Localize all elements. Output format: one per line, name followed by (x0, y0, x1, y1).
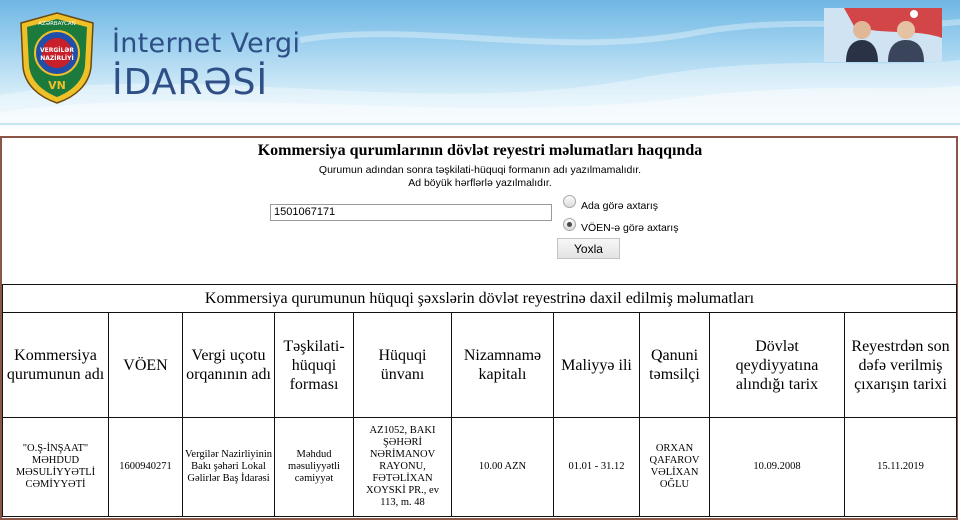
cell-legal-address: AZ1052, BAKI ŞƏHƏRİ NƏRİMANOV RAYONU, FƏTƏLİXAN XOYSKİ PR., ev 113, m. 48 (354, 418, 452, 517)
column-header-legal-representative: Qanuni təmsilçi (640, 313, 710, 418)
radio-search-by-name[interactable] (563, 195, 576, 208)
cell-company-name: "O.Ş-İNŞAAT" MƏHDUD MƏSULİYYƏTLİ CƏMİYYƏTİ (3, 418, 109, 517)
cell-registration-date: 10.09.2008 (710, 418, 845, 517)
emblem-text-abbr: VN (48, 79, 66, 92)
brand-title-line1: İnternet Vergi (112, 28, 301, 59)
column-header-charter-capital: Nizamnamə kapitalı (452, 313, 554, 418)
table-row (3, 418, 957, 517)
column-header-tax-office: Vergi uçotu orqanının adı (183, 313, 275, 418)
results-header-row (3, 313, 957, 418)
column-header-legal-form: Təşkilati-hüquqi forması (275, 313, 354, 418)
emblem-text-line2: NAZİRLİYİ (40, 55, 74, 62)
form-note-1: Qurumun adından sonra təşkilati-hüquqi formanın adı yazılmamalıdır. (318, 164, 642, 176)
results-table (2, 284, 957, 517)
results-caption: Kommersiya qurumunun hüquqi şəxslərin dövlət reyestrinə daxil edilmiş məlumatları (3, 285, 957, 313)
column-header-name: Kommersiya qurumunun adı (3, 313, 109, 418)
radio-search-by-voen-label[interactable]: VÖEN-ə görə axtarış (581, 222, 679, 234)
cell-legal-representative: ORXAN QAFAROV VƏLİXAN OĞLU (640, 418, 710, 517)
cell-last-extract-date: 15.11.2019 (845, 418, 957, 517)
cell-legal-form: Məhdud məsuliyyətli cəmiyyət (275, 418, 354, 517)
search-input[interactable]: 1501067171 (270, 204, 552, 221)
header-banner (0, 0, 960, 129)
form-title: Kommersiya qurumlarının dövlət reyestri məlumatları haqqında (257, 142, 703, 159)
radio-search-by-voen[interactable] (563, 218, 576, 231)
cell-voen: 1600940271 (109, 418, 183, 517)
emblem-text-line1: VERGİLƏR (39, 47, 75, 54)
leaders-photo (824, 8, 942, 62)
cell-charter-capital: 10.00 AZN (452, 418, 554, 517)
main-panel (0, 136, 958, 520)
emblem-text-country: AZƏRBAYCAN (38, 21, 76, 27)
check-button[interactable]: Yoxla (557, 238, 620, 259)
cell-financial-year: 01.01 - 31.12 (554, 418, 640, 517)
cell-tax-office: Vergilər Nazirliyinin Bakı şəhəri Lokal Gəlirlər Baş İdarəsi (183, 418, 275, 517)
brand-title-line2: İDARƏSİ (112, 62, 269, 103)
form-note-2: Ad böyük hərflərlə yazılmalıdır. (408, 177, 552, 189)
ministry-emblem-icon (17, 11, 97, 105)
column-header-voen: VÖEN (109, 313, 183, 418)
column-header-last-extract-date: Reyestrdən son dəfə verilmiş çıxarışın tarixi (845, 313, 957, 418)
column-header-legal-address: Hüquqi ünvanı (354, 313, 452, 418)
column-header-registration-date: Dövlət qeydiyyatına alındığı tarix (710, 313, 845, 418)
column-header-financial-year: Maliyyə ili (554, 313, 640, 418)
radio-search-by-name-label[interactable]: Ada görə axtarış (581, 200, 659, 212)
